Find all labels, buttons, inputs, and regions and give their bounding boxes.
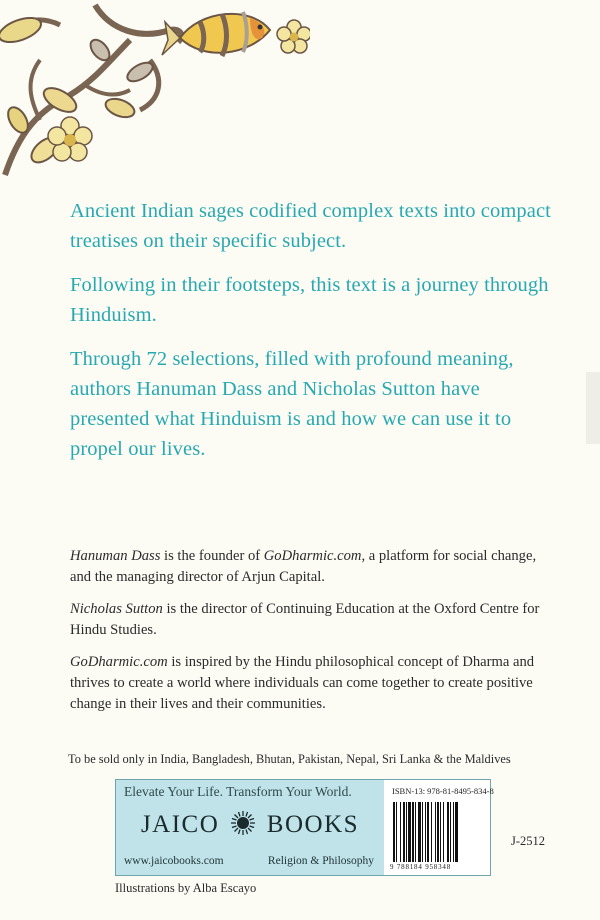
isbn-text: ISBN-13: 978-81-8495-834-8 bbox=[392, 786, 494, 796]
bio-nicholas-sutton bbox=[70, 599, 560, 641]
publisher-website: www.jaicobooks.com bbox=[124, 855, 224, 867]
blurb-paragraph: Ancient Indian sages codified complex texts into compact treatises on their specific subject. bbox=[70, 200, 551, 252]
publisher-name-left: JAICO bbox=[140, 811, 220, 838]
bio-hanuman-dass bbox=[70, 546, 560, 588]
page-edge-tab bbox=[586, 372, 600, 444]
barcode-bar bbox=[440, 802, 441, 862]
bio-text: is the founder of bbox=[160, 548, 264, 564]
illustration-credit: Illustrations by Alba Escayo bbox=[115, 881, 257, 895]
publisher-box bbox=[115, 779, 385, 876]
book-category: Religion & Philosophy bbox=[267, 855, 374, 867]
site-name: GoDharmic.com bbox=[70, 654, 168, 670]
barcode-bar bbox=[406, 802, 407, 862]
barcode-bar bbox=[453, 802, 454, 862]
barcode-bar bbox=[408, 802, 411, 862]
barcode-bar bbox=[396, 802, 397, 862]
barcode-digits: 9 788184 958348 bbox=[390, 863, 451, 871]
barcode-bar bbox=[425, 802, 426, 862]
barcode bbox=[393, 802, 481, 862]
author-name: Nicholas Sutton bbox=[70, 601, 163, 617]
publisher-name-right: BOOKS bbox=[266, 811, 360, 838]
blurb-paragraph: Through 72 selections, filled with profound meaning, authors Hanuman Dass and Nicholas Sutton have presented what Hinduism is and how we can use it to propel our lives. bbox=[70, 348, 514, 460]
barcode-bar bbox=[400, 802, 401, 862]
publisher-tagline: Elevate Your Life. Transform Your World. bbox=[124, 784, 352, 799]
barcode-bar bbox=[455, 802, 458, 862]
barcode-bar bbox=[443, 802, 444, 862]
bio-text: is inspired by the Hindu philosophical concept of Dharma and thrives to create a world where individuals can come together to create positive change in their lives and their communities. bbox=[70, 654, 535, 712]
bio-godharmic bbox=[70, 652, 560, 715]
blurb-paragraph: Following in their footsteps, this text is a journey through Hinduism. bbox=[70, 274, 549, 326]
barcode-bar bbox=[450, 802, 451, 862]
publisher-logo bbox=[116, 810, 384, 843]
sales-restriction-note: To be sold only in India, Bangladesh, Bhutan, Pakistan, Nepal, Sri Lanka & the Maldives bbox=[68, 752, 511, 766]
barcode-bar bbox=[437, 802, 439, 862]
blurb-section bbox=[70, 196, 555, 478]
barcode-bar bbox=[427, 802, 429, 862]
floral-fish-illustration bbox=[0, 0, 310, 190]
barcode-bar bbox=[412, 802, 414, 862]
barcode-panel bbox=[384, 779, 494, 876]
site-name: GoDharmic.com bbox=[263, 548, 362, 564]
barcode-bar bbox=[415, 802, 416, 862]
barcode-bar bbox=[447, 802, 449, 862]
bio-text: , a platform for social change, and the managing director of Arjun Capital. bbox=[70, 548, 537, 585]
barcode-bar bbox=[431, 802, 432, 862]
barcode-bar bbox=[403, 802, 405, 862]
bio-text: is the director of Continuing Education at the Oxford Centre for Hindu Studies. bbox=[70, 601, 540, 638]
barcode-bar bbox=[422, 802, 423, 862]
barcode-bar bbox=[393, 802, 395, 862]
catalog-code: J-2512 bbox=[511, 834, 546, 848]
jaico-sun-logo-icon bbox=[230, 810, 256, 843]
author-bios bbox=[70, 546, 560, 726]
barcode-bar bbox=[435, 802, 436, 862]
barcode-bar bbox=[418, 802, 421, 862]
author-name: Hanuman Dass bbox=[70, 548, 161, 564]
